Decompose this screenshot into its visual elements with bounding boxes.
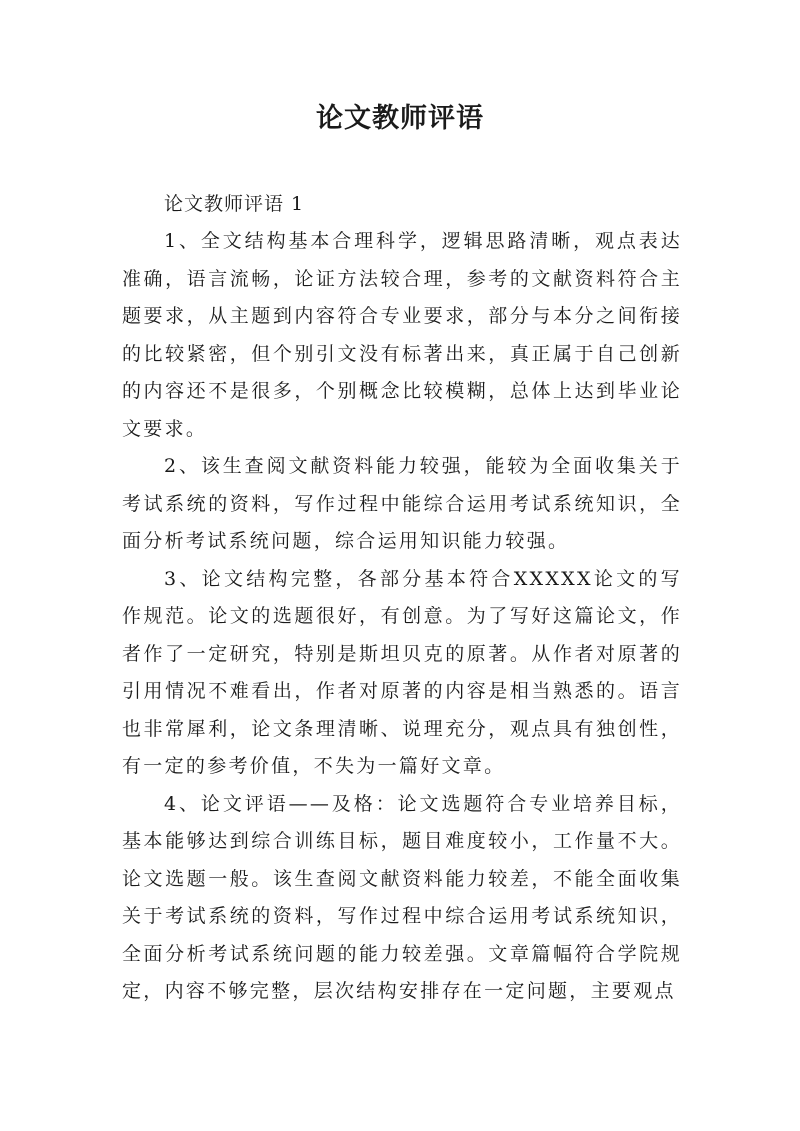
section-subtitle: 论文教师评语 1 (164, 193, 305, 215)
paragraph-3: 3、论文结构完整，各部分基本符合XXXXX论文的写作规范。论文的选题很好，有创意。为了写好这篇论文，作者作了一定研究，特别是斯坦贝克的原著。从作者对原著的引用情况不难看出，作者对原著的内容是相当熟悉的。语言也非常犀利，论文条理清晰、说理充分，观点具有独创性，有一定的参考价值，不失为一篇好文章。 (122, 567, 682, 777)
paragraph-4: 4、论文评语——及格：论文选题符合专业培养目标，基本能够达到综合训练目标，题目难度较小，工作量不大。论文选题一般。该生查阅文献资料能力较差，不能全面收集关于考试系统的资料，写作过程中综合运用考试系统知识，全面分析考试系统问题的能力较差强。文章篇幅符合学院规定，内容不够完整，层次结构安排存在一定问题，主要观点 (122, 792, 682, 1002)
document-title: 论文教师评语 (316, 103, 484, 134)
paragraph-2: 2、该生查阅文献资料能力较强，能较为全面收集关于考试系统的资料，写作过程中能综合运用考试系统知识，全面分析考试系统问题，综合运用知识能力较强。 (122, 455, 682, 552)
paragraph-1: 1、全文结构基本合理科学，逻辑思路清晰，观点表达准确，语言流畅，论证方法较合理，参考的文献资料符合主题要求，从主题到内容符合专业要求，部分与本分之间衔接的比较紧密，但个别引文没有标著出来，真正属于自己创新的内容还不是很多，个别概念比较模糊，总体上达到毕业论文要求。 (122, 230, 682, 440)
document-body (122, 186, 682, 1011)
